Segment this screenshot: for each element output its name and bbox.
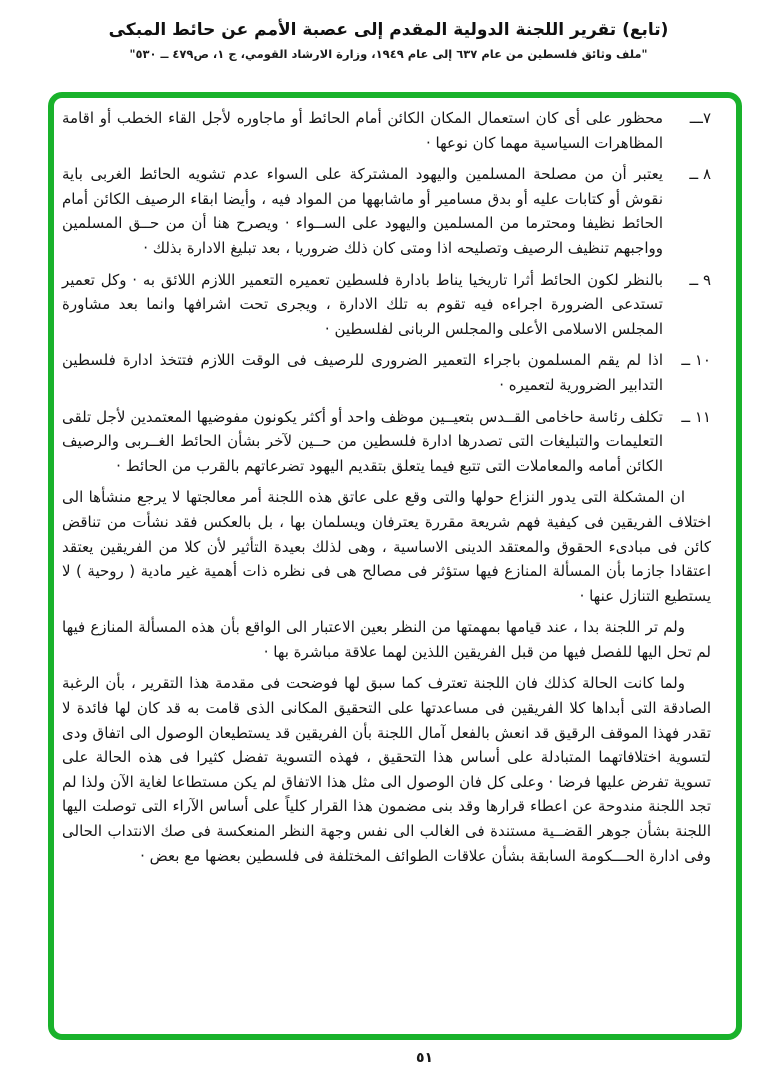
document-source-citation: "ملف وثائق فلسطين من عام ٦٣٧ إلى عام ١٩٤٩، وزارة الارشاد القومي، ج ١، ص٤٧٩ ــ ٥٣٠" [129, 47, 648, 61]
item-number: ٧ـــ [689, 109, 711, 127]
item-text: محظور على أى كان استعمال المكان الكائن أمام الحائط أو ماجاوره لأجل القاء الخطب أو اقامة المظاهرات السياسية مهما كان نوعها · [62, 109, 663, 152]
body-paragraph-3: ولما كانت الحالة كذلك فان اللجنة تعترف كما سبق لها فوضحت فى مقدمة هذا التقرير ، بأن الرغبة الصادقة التى أبداها كلا الفريقين فى مساعدتها على التحقيق المكانى الذى قامت به قد كان لها فائدة لا تقدر فهذا الموقف الرقيق قد انعش بالفعل آمال اللجنة بأن الفريقين قد يستطيعان الوصول الى اتفاق ودى لتسوية اختلافاتهما المتبادلة على أساس هذا التحقيق ، فهذه التسوية تفضل كثيرا فى هذه الحالة على تسوية تفرض عليها فرضا · وعلى كل فان الوصول الى مثل هذا الاتفاق لم يكن مستطاعا لغاية الآن ولذا لم تجد اللجنة مندوحة عن اعطاء قرارها وقد بنى مضمون هذا القرار كلياً على أساس الآراء التى توصلت اليها اللجنة بشأن جوهر القضــية مستندة فى الغالب الى نفس وجهة النظر المنعكسة فى صك الانتداب الحالى وفى ادارة الحـــكومة السابقة بشأن علاقات الطوائف المختلفة فى فلسطين بعضها مع بعض · [62, 674, 711, 865]
item-number: ١٠ ــ [681, 351, 711, 370]
item-number: ١١ ــ [681, 407, 711, 426]
numbered-item-9 [62, 268, 711, 342]
page-number: ٥١ [415, 1050, 434, 1066]
item-text: يعتبر أن من مصلحة المسلمين واليهود المشتركة على السواء عدم تشويه الحائط الغربى باية نقوش أو كتابات عليه أو بدق مسامير أو ماشابهها من المواد فيه ، وأيضا ابقاء الرصيف الكائن أمام الحائط نظيفا ومحترما من المسلمين واليهود على الســواء · ويصرح هنا أن من حــق المسلمين وواجبهم تنظيف الرصيف وتصليحه اذا ومتى كان ذلك ضروريا ، بعد تبليغ الادارة بذلك · [62, 165, 663, 257]
item-number: ٩ ــ [689, 270, 711, 289]
numbered-item-11 [62, 405, 711, 479]
body-paragraph-1: ان المشكلة التى يدور النزاع حولها والتى وقع على عاتق هذه اللجنة أمر معالجتها لا يرجع منشأها الى اختلاف الفريقين فى كيفية فهم شريعة مقررة يعترفان ويسلمان بها ، بل بالعكس فقد نشأت من تناقض كائن فى مبادىء الحقوق والمعتقد الدينى الاساسية ، وهى لذلك بعيدة التأثير لأن كلا من الفريقين يعتقد اعتقادا جازما بأن المسألة المنازع فيها ستؤثر فى مصالح هى فى نظره ذات أهمية غير مادية ( روحية ) لا يستطيع التنازل عنها · [62, 488, 711, 605]
item-number: ٨ ــ [689, 165, 711, 184]
numbered-item-8 [62, 162, 711, 260]
item-text: اذا لم يقم المسلمون باجراء التعمير الضرورى للرصيف فى الوقت اللازم فتتخذ ادارة فلسطين التدابير الضرورية لتعميره · [62, 351, 663, 394]
document-title: (تابع) تقرير اللجنة الدولية المقدم إلى عصبة الأمم عن حائط المبكى [108, 20, 669, 40]
body-paragraph-2: ولم تر اللجنة بدا ، عند قيامها بمهمتها من النظر بعين الاعتبار الى الواقع بأن هذه المسألة المنازع فيها لم تحل اليها للفصل فيها من قبل الفريقين اللذين لهما علاقة مباشرة بها · [62, 618, 711, 661]
numbered-item-10 [62, 348, 711, 397]
numbered-item-7 [62, 106, 711, 155]
document-body [62, 106, 711, 868]
item-text: بالنظر لكون الحائط أثرا تاريخيا يناط بادارة فلسطين تعميره التعمير اللازم اللائق به · وكل تعمير تستدعى الضرورة اجراءه فيه تقوم به تلك الادارة ، ويجرى تحت اشرافها وانما بعد مشاورة المجلس الاسلامى الأعلى والمجلس الربانى لفلسطين · [62, 270, 663, 338]
document-header [0, 20, 777, 61]
item-text: تكلف رئاسة حاخامى القــدس بتعيــين موظف واحد أو أكثر يكونون مفوضيها المعتمدين لأجل تلقى التعليمات والتبليغات التى تصدرها ادارة فلسطين من حــين لآخر بشأن الحائط الغــربى والرصيف الكائن أمامه والمعاملات التى تتبع فيما يتعلق بتقديم اليهود تضرعاتهم بالقرب من الحائط · [62, 407, 663, 475]
